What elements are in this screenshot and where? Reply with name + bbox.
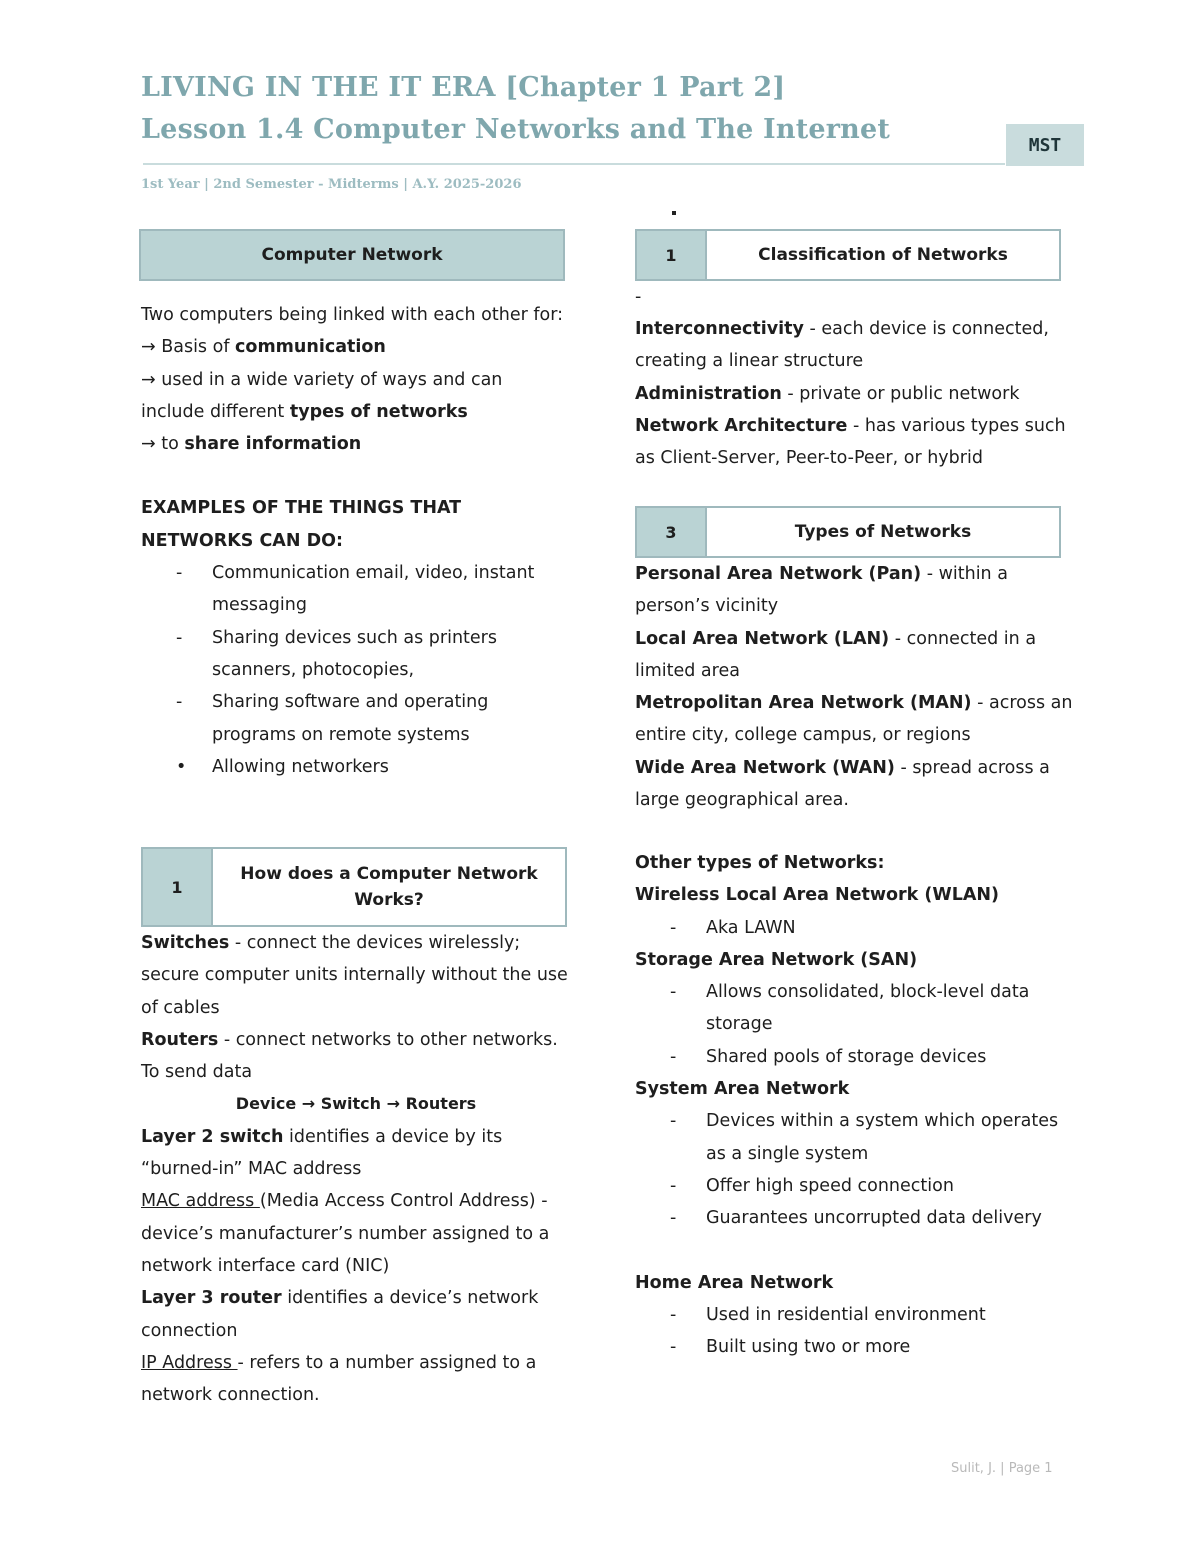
- examples-heading: [141, 492, 571, 557]
- list-item: - Allows consolidated, block-level data storage: [635, 976, 1075, 1041]
- term: Local Area Network (LAN): [635, 628, 890, 649]
- examples-heading-text: EXAMPLES OF THE THINGS THAT NETWORKS CAN DO:: [141, 498, 462, 551]
- layer2-definition: [141, 1121, 571, 1186]
- classification-item: [635, 410, 1075, 475]
- term: Switches: [141, 933, 230, 953]
- definition: - connect networks to other networks. To send data: [141, 1029, 558, 1083]
- computer-network-section: [141, 299, 571, 783]
- list-item: - Offer high speed connection: [635, 1170, 1075, 1202]
- heading-text: Other types of Networks:: [635, 853, 885, 873]
- list-item: - Aka LAWN: [635, 912, 1075, 944]
- definition: - has various types such as Client-Server, Peer-to-Peer, or hybrid: [635, 415, 1066, 469]
- device-flow: Device → Switch → Routers: [235, 1094, 477, 1114]
- term: Administration: [635, 383, 782, 404]
- term: Storage Area Network (SAN): [635, 949, 918, 970]
- classification-item: [635, 313, 1075, 378]
- term: Layer 2 switch: [141, 1126, 284, 1147]
- system-title: [635, 1073, 1075, 1105]
- layer3-definition: [141, 1282, 571, 1347]
- list-item: - Used in residential environment: [635, 1299, 1075, 1331]
- system-list: [635, 1105, 1075, 1234]
- computer-network-heading-box: [139, 229, 565, 281]
- list-item: - Shared pools of storage devices: [635, 1041, 1075, 1073]
- point-bold: share information: [184, 434, 362, 455]
- type-item: [635, 623, 1075, 688]
- list-item: - Built using two or more: [635, 1331, 1075, 1363]
- how-it-works-section: [141, 927, 571, 1411]
- term: Layer 3 router: [141, 1288, 282, 1309]
- list-item: • Allowing networkers: [141, 751, 571, 783]
- point-bold: communication: [235, 337, 386, 358]
- classification-heading-box: [635, 229, 1061, 281]
- type-item: [635, 558, 1075, 623]
- term: Wide Area Network (WAN): [635, 757, 895, 778]
- term: Home Area Network: [635, 1272, 834, 1293]
- section-number: 1: [637, 231, 707, 279]
- type-item: [635, 752, 1075, 817]
- section-number: 1: [143, 849, 213, 925]
- other-types-section: [635, 847, 1075, 1363]
- list-item: - Sharing software and operating programs on remote systems: [141, 686, 571, 751]
- routers-definition: [141, 1024, 571, 1089]
- switches-definition: [141, 927, 571, 1024]
- wlan-title: [635, 879, 1075, 911]
- term: Interconnectivity: [635, 319, 804, 339]
- definition: - connect the devices wirelessly; secure computer units internally without the use of cables: [141, 933, 568, 1018]
- definition: - each device is connected, creating a linear structure: [635, 319, 1049, 372]
- definition: - refers to a number assigned to a network connection.: [141, 1352, 537, 1406]
- term: Routers: [141, 1029, 219, 1050]
- section-heading: Types of Networks: [794, 522, 972, 542]
- term: Network Architecture: [635, 415, 848, 436]
- san-list: [635, 976, 1075, 1073]
- point-text: → to: [141, 434, 185, 455]
- list-item: - Guarantees uncorrupted data delivery: [635, 1202, 1075, 1234]
- lesson-title: Lesson 1.4 Computer Networks and The Internet: [141, 114, 891, 145]
- list-item: - Communication email, video, instant messaging: [141, 557, 571, 622]
- document-title: LIVING IN THE IT ERA [Chapter 1 Part 2]: [141, 72, 786, 103]
- section-heading: Computer Network: [261, 245, 443, 265]
- section-heading: Classification of Networks: [758, 245, 1008, 265]
- definition: identifies a device’s network connection: [141, 1288, 539, 1341]
- section-heading: How does a Computer Network Works?: [240, 864, 538, 910]
- term: Wireless Local Area Network (WLAN): [635, 885, 1000, 906]
- san-title: [635, 944, 1075, 976]
- classification-item: [635, 378, 1075, 410]
- definition: - across an entire city, college campus, or regions: [635, 693, 1073, 746]
- definition: - within a person’s vicinity: [635, 564, 1008, 617]
- term: MAC address: [141, 1191, 260, 1212]
- term: Personal Area Network (Pan): [635, 564, 922, 584]
- term: IP Address: [141, 1352, 238, 1373]
- term: System Area Network: [635, 1079, 850, 1100]
- definition: (Media Access Control Address) - device’s manufacturer’s number assigned to a network interface card (NIC): [141, 1191, 550, 1276]
- stray-mark: [672, 211, 676, 215]
- types-heading-box: [635, 506, 1061, 558]
- type-item: [635, 687, 1075, 752]
- point-text: → used in a wide variety of ways and can include different: [141, 369, 503, 422]
- examples-list: [141, 557, 571, 783]
- point-bold: types of networks: [289, 401, 468, 422]
- definition: - private or public network: [781, 383, 1020, 404]
- home-list: [635, 1299, 1075, 1364]
- header-divider: [143, 163, 1005, 165]
- wlan-list: [635, 912, 1075, 944]
- point-communication: [141, 331, 571, 363]
- definition: - connected in a limited area: [635, 628, 1037, 681]
- point-text: → Basis of: [141, 337, 236, 358]
- term: Metropolitan Area Network (MAN): [635, 693, 972, 714]
- other-types-heading: [635, 847, 1075, 879]
- how-it-works-heading-box: [141, 847, 567, 927]
- page-footer: Sulit, J. | Page 1: [951, 1461, 1053, 1476]
- classification-section: [635, 281, 1075, 474]
- term-subtitle: 1st Year | 2nd Semester - Midterms | A.Y. 2025-2026: [141, 177, 522, 192]
- definition: - spread across a large geographical area.: [635, 757, 1050, 811]
- definition: identifies a device by its “burned-in” MAC address: [141, 1126, 503, 1180]
- home-title: [635, 1267, 1075, 1299]
- mac-definition: [141, 1185, 571, 1282]
- list-item: - Sharing devices such as printers scanners, photocopies,: [141, 622, 571, 687]
- intro-text: Two computers being linked with each other for:: [141, 305, 564, 325]
- course-badge: MST: [1006, 124, 1084, 166]
- types-section: [635, 558, 1075, 816]
- section-number: 3: [637, 508, 707, 556]
- dash-mark: -: [635, 287, 642, 307]
- point-types: [141, 364, 571, 429]
- ip-definition: [141, 1347, 571, 1412]
- point-share: [141, 428, 571, 460]
- list-item: - Devices within a system which operates as a single system: [635, 1105, 1075, 1170]
